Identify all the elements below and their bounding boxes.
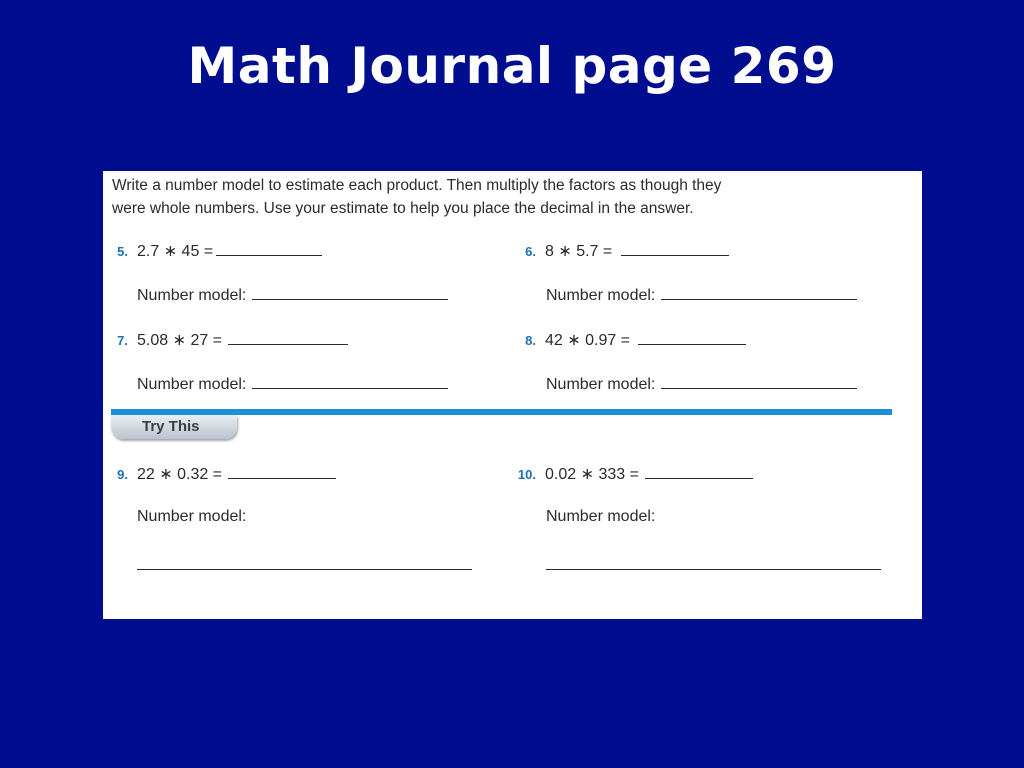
- problem-number: 9.: [117, 467, 128, 482]
- problem-number: 8.: [525, 333, 536, 348]
- answer-blank: [621, 241, 729, 256]
- problem-expression: 2.7 ∗ 45 =: [137, 243, 214, 260]
- problem-expression: 0.02 ∗ 333 =: [545, 466, 639, 483]
- number-model-10: [546, 508, 655, 526]
- number-model-7: [137, 374, 448, 394]
- number-model-label: Number model:: [546, 287, 656, 304]
- problem-9: [112, 464, 336, 484]
- number-model-8: [546, 374, 857, 394]
- number-model-blank: [252, 374, 448, 389]
- answer-blank: [228, 464, 336, 479]
- number-model-10-line: [546, 569, 881, 570]
- number-model-label: Number model:: [546, 376, 656, 393]
- problem-expression: 8 ∗ 5.7 =: [545, 243, 613, 260]
- number-model-label: Number model:: [137, 376, 247, 393]
- problem-5: [112, 241, 322, 261]
- number-model-blank: [252, 285, 448, 300]
- problem-expression: 5.08 ∗ 27 =: [137, 332, 223, 349]
- instructions-line-2: were whole numbers. Use your estimate to help you place the decimal in the answer.: [112, 200, 694, 217]
- problem-expression: 22 ∗ 0.32 =: [137, 466, 223, 483]
- problem-number: 5.: [117, 244, 128, 259]
- number-model-blank: [661, 285, 857, 300]
- answer-blank: [216, 241, 322, 256]
- number-model-label: Number model:: [546, 508, 656, 525]
- problem-8: [520, 330, 746, 350]
- number-model-9-line: [137, 569, 472, 570]
- problem-expression: 42 ∗ 0.97 =: [545, 332, 631, 349]
- answer-blank: [228, 330, 348, 345]
- number-model-blank: [661, 374, 857, 389]
- instructions: [112, 174, 872, 220]
- answer-blank: [638, 330, 746, 345]
- problem-number: 7.: [117, 333, 128, 348]
- number-model-9: [137, 508, 246, 526]
- instructions-line-1: Write a number model to estimate each product. Then multiply the factors as though they: [112, 177, 722, 194]
- problem-10: [510, 464, 753, 484]
- problem-number: 10.: [517, 467, 536, 482]
- problem-6: [520, 241, 729, 261]
- number-model-label: Number model:: [137, 508, 247, 525]
- worksheet-image: [103, 171, 922, 619]
- number-model-5: [137, 285, 448, 305]
- answer-blank: [645, 464, 753, 479]
- problem-number: 6.: [525, 244, 536, 259]
- slide-title: Math Journal page 269: [187, 37, 837, 95]
- number-model-6: [546, 285, 857, 305]
- try-this-tab: Try This: [111, 415, 237, 439]
- number-model-label: Number model:: [137, 287, 247, 304]
- problem-7: [112, 330, 348, 350]
